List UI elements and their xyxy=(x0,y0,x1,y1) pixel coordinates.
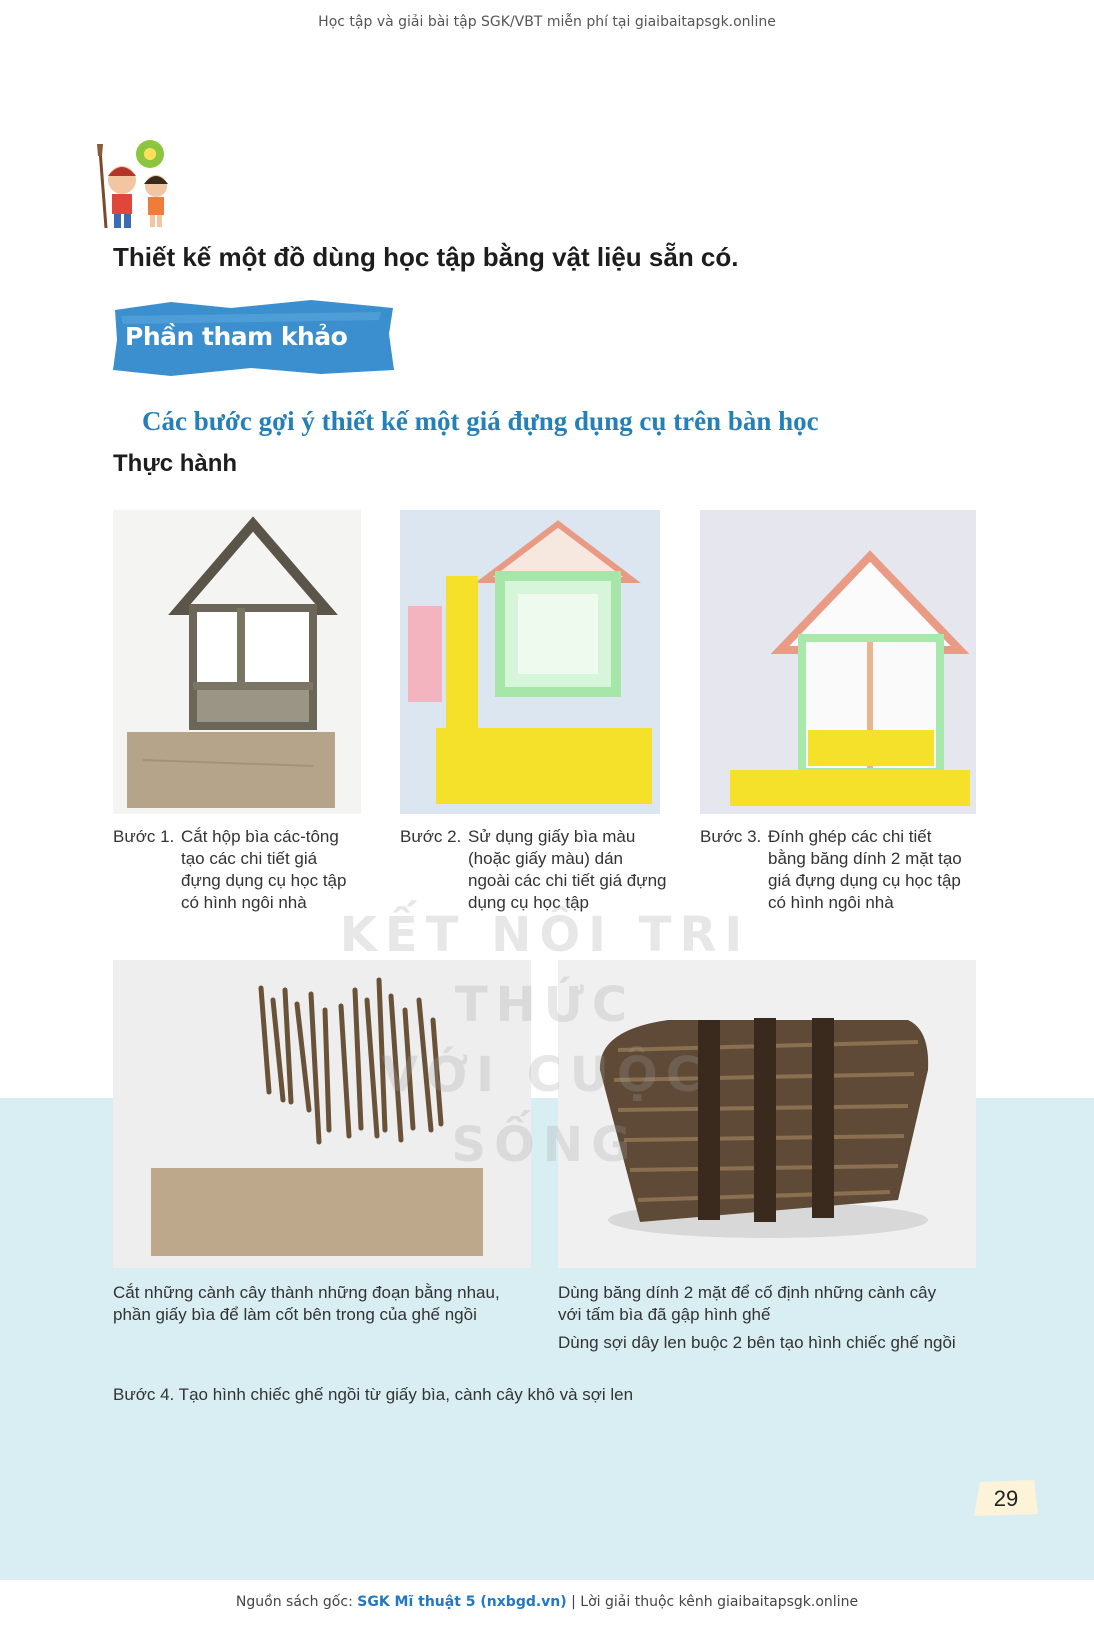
step-1-label: Bước 1. xyxy=(113,827,175,846)
step-1-caption xyxy=(113,826,373,922)
step-2-photo xyxy=(400,510,660,814)
publisher-watermark xyxy=(335,900,755,1180)
watermark-line-1: KẾT NỐI TRI THỨC xyxy=(339,907,751,1033)
task-title: Thiết kế một đồ dùng học tập bằng vật liệu sẵn có. xyxy=(113,242,739,272)
top-source-note: Học tập và giải bài tập SGK/VBT miễn phí tại giaibaitapsgk.online xyxy=(318,14,776,30)
reference-banner xyxy=(111,294,395,380)
mascot-illustration xyxy=(92,140,184,232)
step-4-right-caption-1: Dùng băng dính 2 mặt để cố định những cành cây với tấm bìa đã gập hình ghế xyxy=(558,1283,937,1324)
step-3-text: Đính ghép các chi tiết bằng băng dính 2 mặt tạo giá đựng dụng cụ học tập có hình ngôi nhà xyxy=(768,827,962,912)
step-4-left-caption: Cắt những cành cây thành những đoạn bằng nhau, phần giấy bìa để làm cốt bên trong của ghế ngồi xyxy=(113,1283,500,1324)
step-3-photo xyxy=(700,510,976,814)
footer-source xyxy=(0,1594,1094,1610)
step-4-right-caption-2: Dùng sợi dây len buộc 2 bên tạo hình chiếc ghế ngồi xyxy=(558,1333,956,1352)
step-2-label: Bước 2. xyxy=(400,827,462,846)
footer-prefix: Nguồn sách gốc: xyxy=(235,1594,358,1610)
footer-suffix: | Lời giải thuộc kênh giaibaitapsgk.online xyxy=(566,1594,859,1610)
watermark-line-2: VỚI CUỘC SỐNG xyxy=(381,1047,709,1173)
step-1-photo xyxy=(113,510,361,814)
step-1-text: Cắt hộp bìa các-tông tạo các chi tiết giá đựng dụng cụ học tập có hình ngôi nhà xyxy=(181,827,347,912)
reference-banner-label: Phần tham khảo xyxy=(125,322,348,351)
footer-book-link[interactable]: SGK Mĩ thuật 5 (nxbgd.vn) xyxy=(357,1594,567,1610)
step-2-text: Sử dụng giấy bìa màu (hoặc giấy màu) dán ngoài các chi tiết giá đựng dụng cụ học tập xyxy=(468,827,667,912)
step-3-label: Bước 3. xyxy=(700,827,762,846)
page-number-tag xyxy=(974,1480,1038,1516)
practice-subheading: Thực hành xyxy=(113,450,238,477)
section-heading: Các bước gợi ý thiết kế một giá đựng dụng cụ trên bàn học xyxy=(142,406,819,436)
page-number: 29 xyxy=(993,1486,1019,1511)
step-4-label: Bước 4. Tạo hình chiếc ghế ngồi từ giấy bìa, cành cây khô và sợi len xyxy=(113,1385,634,1404)
